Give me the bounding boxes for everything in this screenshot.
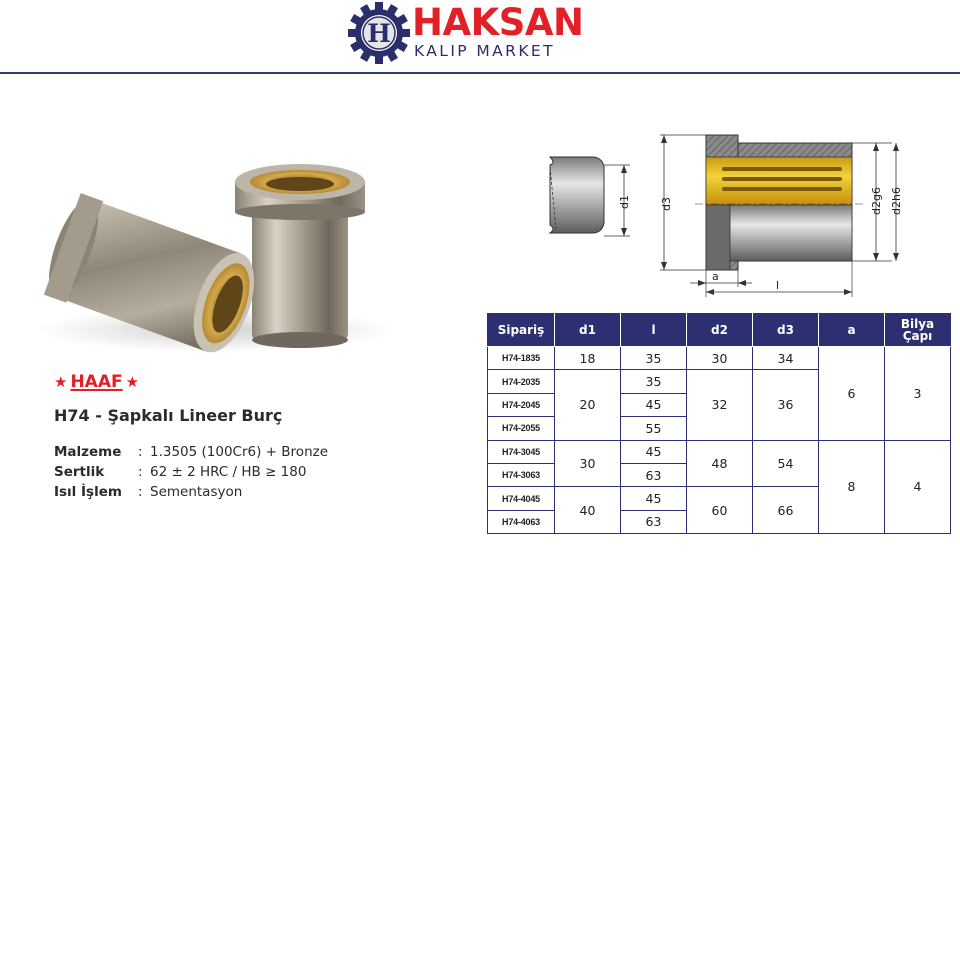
cell-d2: 32: [687, 370, 753, 440]
dim-d3: d3: [660, 197, 673, 211]
cell-ball: 3: [885, 347, 951, 441]
cell-d3: 36: [753, 370, 819, 440]
col-header-d3: d3: [753, 314, 819, 347]
col-header-l: l: [621, 314, 687, 347]
star-icon: ★: [54, 373, 68, 391]
logo-title: HAKSAN: [412, 1, 584, 44]
cell-d3: 54: [753, 440, 819, 487]
cell-d2: 30: [687, 347, 753, 370]
dimension-table: [487, 313, 951, 534]
cell-a: 8: [819, 440, 885, 534]
cell-d2: 48: [687, 440, 753, 487]
header-divider: [0, 72, 960, 74]
table-header-row: [488, 314, 951, 347]
dim-d2h6: d2h6: [890, 187, 903, 215]
table-row: [488, 347, 951, 370]
spec-label: Sertlik: [54, 464, 105, 480]
cell-l: 63: [621, 510, 687, 533]
cell-l: 63: [621, 463, 687, 486]
star-icon: ★: [125, 373, 140, 391]
cell-ball: 4: [885, 440, 951, 534]
brand-label: [54, 372, 139, 392]
cell-d1: 20: [555, 370, 621, 440]
col-header-order: Sipariş: [488, 314, 555, 347]
order-code: H74-3063: [488, 463, 555, 486]
order-code: H74-4045: [488, 487, 555, 510]
gear-logo-icon: [348, 2, 410, 64]
haksan-logo[interactable]: [348, 2, 588, 66]
order-code: H74-3045: [488, 440, 555, 463]
col-header-a: a: [819, 314, 885, 347]
spec-value: Sementasyon: [150, 484, 243, 500]
table-row: [488, 440, 951, 463]
cell-d2: 60: [687, 487, 753, 534]
spec-value: 1.3505 (100Cr6) + Bronze: [150, 444, 329, 460]
cell-a: 6: [819, 347, 885, 441]
cell-l: 55: [621, 417, 687, 440]
col-header-ball: Bilya Çapı: [885, 314, 951, 347]
product-title: H74 - Şapkalı Lineer Burç: [54, 406, 283, 425]
spec-value: 62 ± 2 HRC / HB ≥ 180: [150, 464, 307, 480]
cell-d1: 30: [555, 440, 621, 487]
order-code: H74-2045: [488, 393, 555, 416]
cell-d1: 18: [555, 347, 621, 370]
col-header-d1: d1: [555, 314, 621, 347]
dim-d2g6: d2g6: [870, 187, 883, 215]
logo-mark-text: H: [367, 19, 391, 48]
page-header: [0, 0, 960, 74]
order-code: H74-2055: [488, 417, 555, 440]
dim-d1: d1: [618, 195, 631, 209]
spec-label: Isıl İşlem: [54, 484, 122, 500]
col-header-d2: d2: [687, 314, 753, 347]
cell-d3: 34: [753, 347, 819, 370]
brand-name: HAAF: [70, 372, 123, 392]
cell-l: 45: [621, 393, 687, 416]
spec-colon: :: [138, 484, 143, 500]
dim-a: a: [712, 270, 719, 283]
bushing-photo: [30, 160, 400, 360]
dim-l: l: [776, 279, 780, 292]
cell-d3: 66: [753, 487, 819, 534]
spec-label: Malzeme: [54, 444, 122, 460]
order-code: H74-1835: [488, 347, 555, 370]
spec-colon: :: [138, 464, 143, 480]
logo-subtitle: KALIP MARKET: [414, 42, 555, 60]
upright-bushing: [235, 164, 365, 348]
order-code: H74-2035: [488, 370, 555, 393]
technical-drawing: [540, 125, 950, 300]
cell-l: 35: [621, 370, 687, 393]
cell-l: 35: [621, 347, 687, 370]
spec-colon: :: [138, 444, 143, 460]
cell-l: 45: [621, 487, 687, 510]
order-code: H74-4063: [488, 510, 555, 533]
cell-d1: 40: [555, 487, 621, 534]
cell-l: 45: [621, 440, 687, 463]
